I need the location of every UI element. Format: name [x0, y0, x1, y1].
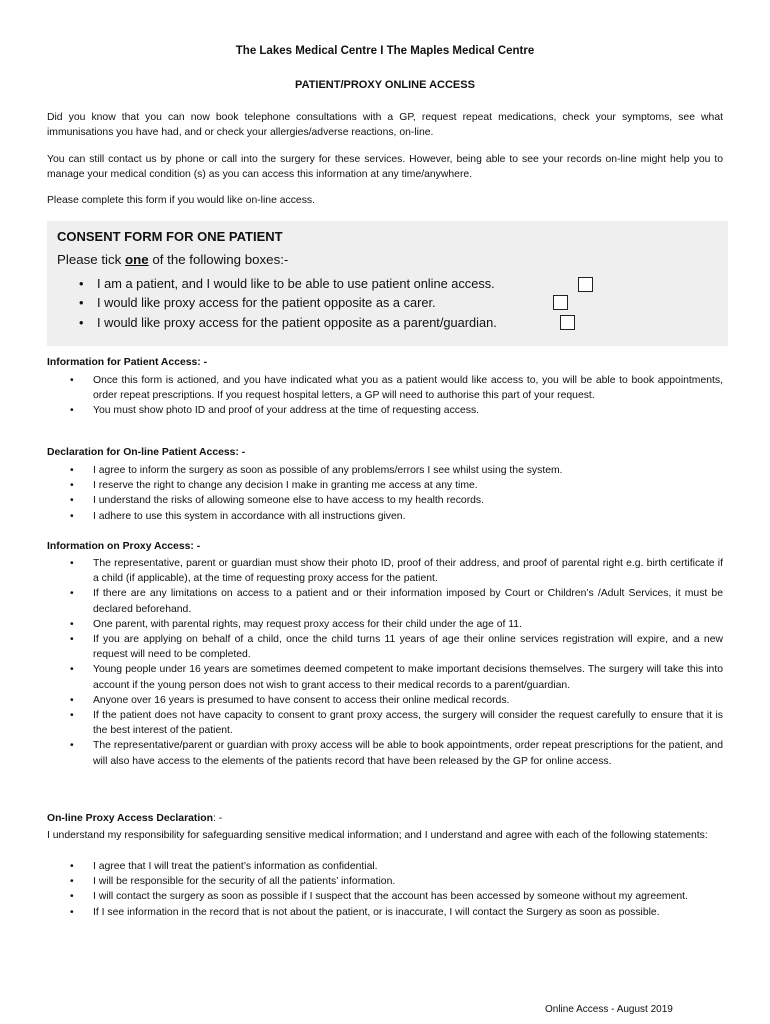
consent-option-patient	[79, 276, 495, 291]
list-item: • I adhere to use this system in accordance with all instructions given.	[47, 509, 723, 524]
bullet-icon: •	[79, 315, 84, 330]
list-item: • If you are applying on behalf of a child, once the child turns 11 years of age their online services registration will expire, and a new request will need to be completed.	[47, 632, 723, 662]
list-item: • If the patient does not have capacity to consent to grant proxy access, the surgery will consider the request carefully to ensure that it is the best interest of the patient.	[47, 708, 723, 738]
bullet-icon: •	[79, 295, 84, 310]
page-title: PATIENT/PROXY ONLINE ACCESS	[295, 79, 475, 91]
list-item: • I agree that I will treat the patient’s information as confidential.	[47, 859, 723, 874]
list-item: • I will be responsible for the security of all the patients’ information.	[47, 874, 723, 889]
consent-instruction	[57, 252, 288, 267]
page-footer: Online Access - August 2019	[545, 1004, 673, 1015]
patient-access-list	[47, 373, 723, 419]
consent-panel	[47, 221, 728, 346]
list-item: • The representative/parent or guardian with proxy access will be able to book appointments, order repeat prescriptions for the patient, and will also have access to the elements of the patients record that have been released by the GP for online access.	[47, 738, 723, 768]
list-item: • You must show photo ID and proof of your address at the time of requesting access.	[47, 403, 723, 418]
list-item: • One parent, with parental rights, may request proxy access for their child under the age of 11.	[47, 617, 723, 632]
practice-name: The Lakes Medical Centre I The Maples Medical Centre	[235, 45, 535, 57]
list-item: • I reserve the right to change any decision I make in granting me access at any time.	[47, 478, 723, 493]
consent-option-label: I would like proxy access for the patient opposite as a carer.	[97, 295, 436, 310]
list-item: • If I see information in the record that is not about the patient, or is inaccurate, I will contact the Surgery as soon as possible.	[47, 905, 723, 920]
intro-paragraph-1: Did you know that you can now book telephone consultations with a GP, request repeat medications, check your symptoms, see what immunisations you have had, and or check your allergies/adverse reactions, on-line.	[47, 112, 723, 138]
checkbox-parent-guardian[interactable]	[560, 315, 575, 330]
list-item: • Anyone over 16 years is presumed to have consent to access their online medical records.	[47, 693, 723, 708]
consent-option-carer	[79, 295, 436, 310]
proxy-declaration-intro: I understand my responsibility for safeguarding sensitive medical information; and I understand and agree with each of the following statements:	[47, 830, 708, 841]
section-title-proxy-info: Information on Proxy Access: -	[47, 541, 201, 552]
list-item: • If there are any limitations on access to a patient and or their information imposed by Court or Children’s /Adult Services, it must be declared beforehand.	[47, 586, 723, 616]
list-item: • The representative, parent or guardian must show their photo ID, proof of their address, and proof of parental right e.g. birth certificate if a child (if applicable), at the time of requesting proxy access for the patient.	[47, 556, 723, 586]
proxy-info-list	[47, 556, 723, 769]
consent-option-label: I would like proxy access for the patient opposite as a parent/guardian.	[97, 315, 497, 330]
section-title-proxy-declaration	[47, 813, 222, 824]
declaration-list	[47, 463, 723, 524]
bullet-icon: •	[79, 276, 84, 291]
consent-instruction-end: of the following boxes:-	[148, 252, 289, 267]
consent-title: CONSENT FORM FOR ONE PATIENT	[57, 229, 283, 244]
list-item: • Young people under 16 years are sometimes deemed competent to make important decisions themselves. The surgery will take this into account if the young person does not wish to grant access to their medical records to a parent/guardian.	[47, 662, 723, 692]
list-item: • Once this form is actioned, and you have indicated what you as a patient would like access to, you will be able to book appointments, order repeat prescriptions. If you request hospital letters, a GP will need to authorise this part of your request.	[47, 373, 723, 403]
proxy-declaration-title-suffix: : -	[212, 813, 223, 824]
checkbox-carer[interactable]	[553, 295, 568, 310]
list-item: • I understand the risks of allowing someone else to have access to my health records.	[47, 493, 723, 508]
checkbox-patient[interactable]	[578, 277, 593, 292]
consent-instruction-emphasis: one	[125, 252, 149, 267]
proxy-declaration-title: On-line Proxy Access Declaration	[47, 813, 213, 824]
list-item: • I agree to inform the surgery as soon as possible of any problems/errors I see whilst using the system.	[47, 463, 723, 478]
proxy-declaration-list	[47, 859, 723, 920]
consent-instruction-start: Please tick	[57, 252, 125, 267]
consent-option-label: I am a patient, and I would like to be able to use patient online access.	[97, 276, 495, 291]
intro-paragraph-2: You can still contact us by phone or call into the surgery for these services. However, being able to see your records on-line might help you to manage your medical condition (s) as you can access this information at any time/anywhere.	[47, 154, 723, 180]
intro-paragraph-3: Please complete this form if you would like on-line access.	[47, 195, 315, 206]
consent-option-parent	[79, 315, 497, 330]
section-title-patient-access: Information for Patient Access: -	[47, 357, 208, 368]
section-title-declaration: Declaration for On-line Patient Access: -	[47, 447, 246, 458]
list-item: • I will contact the surgery as soon as possible if I suspect that the account has been accessed by someone without my agreement.	[47, 889, 723, 904]
